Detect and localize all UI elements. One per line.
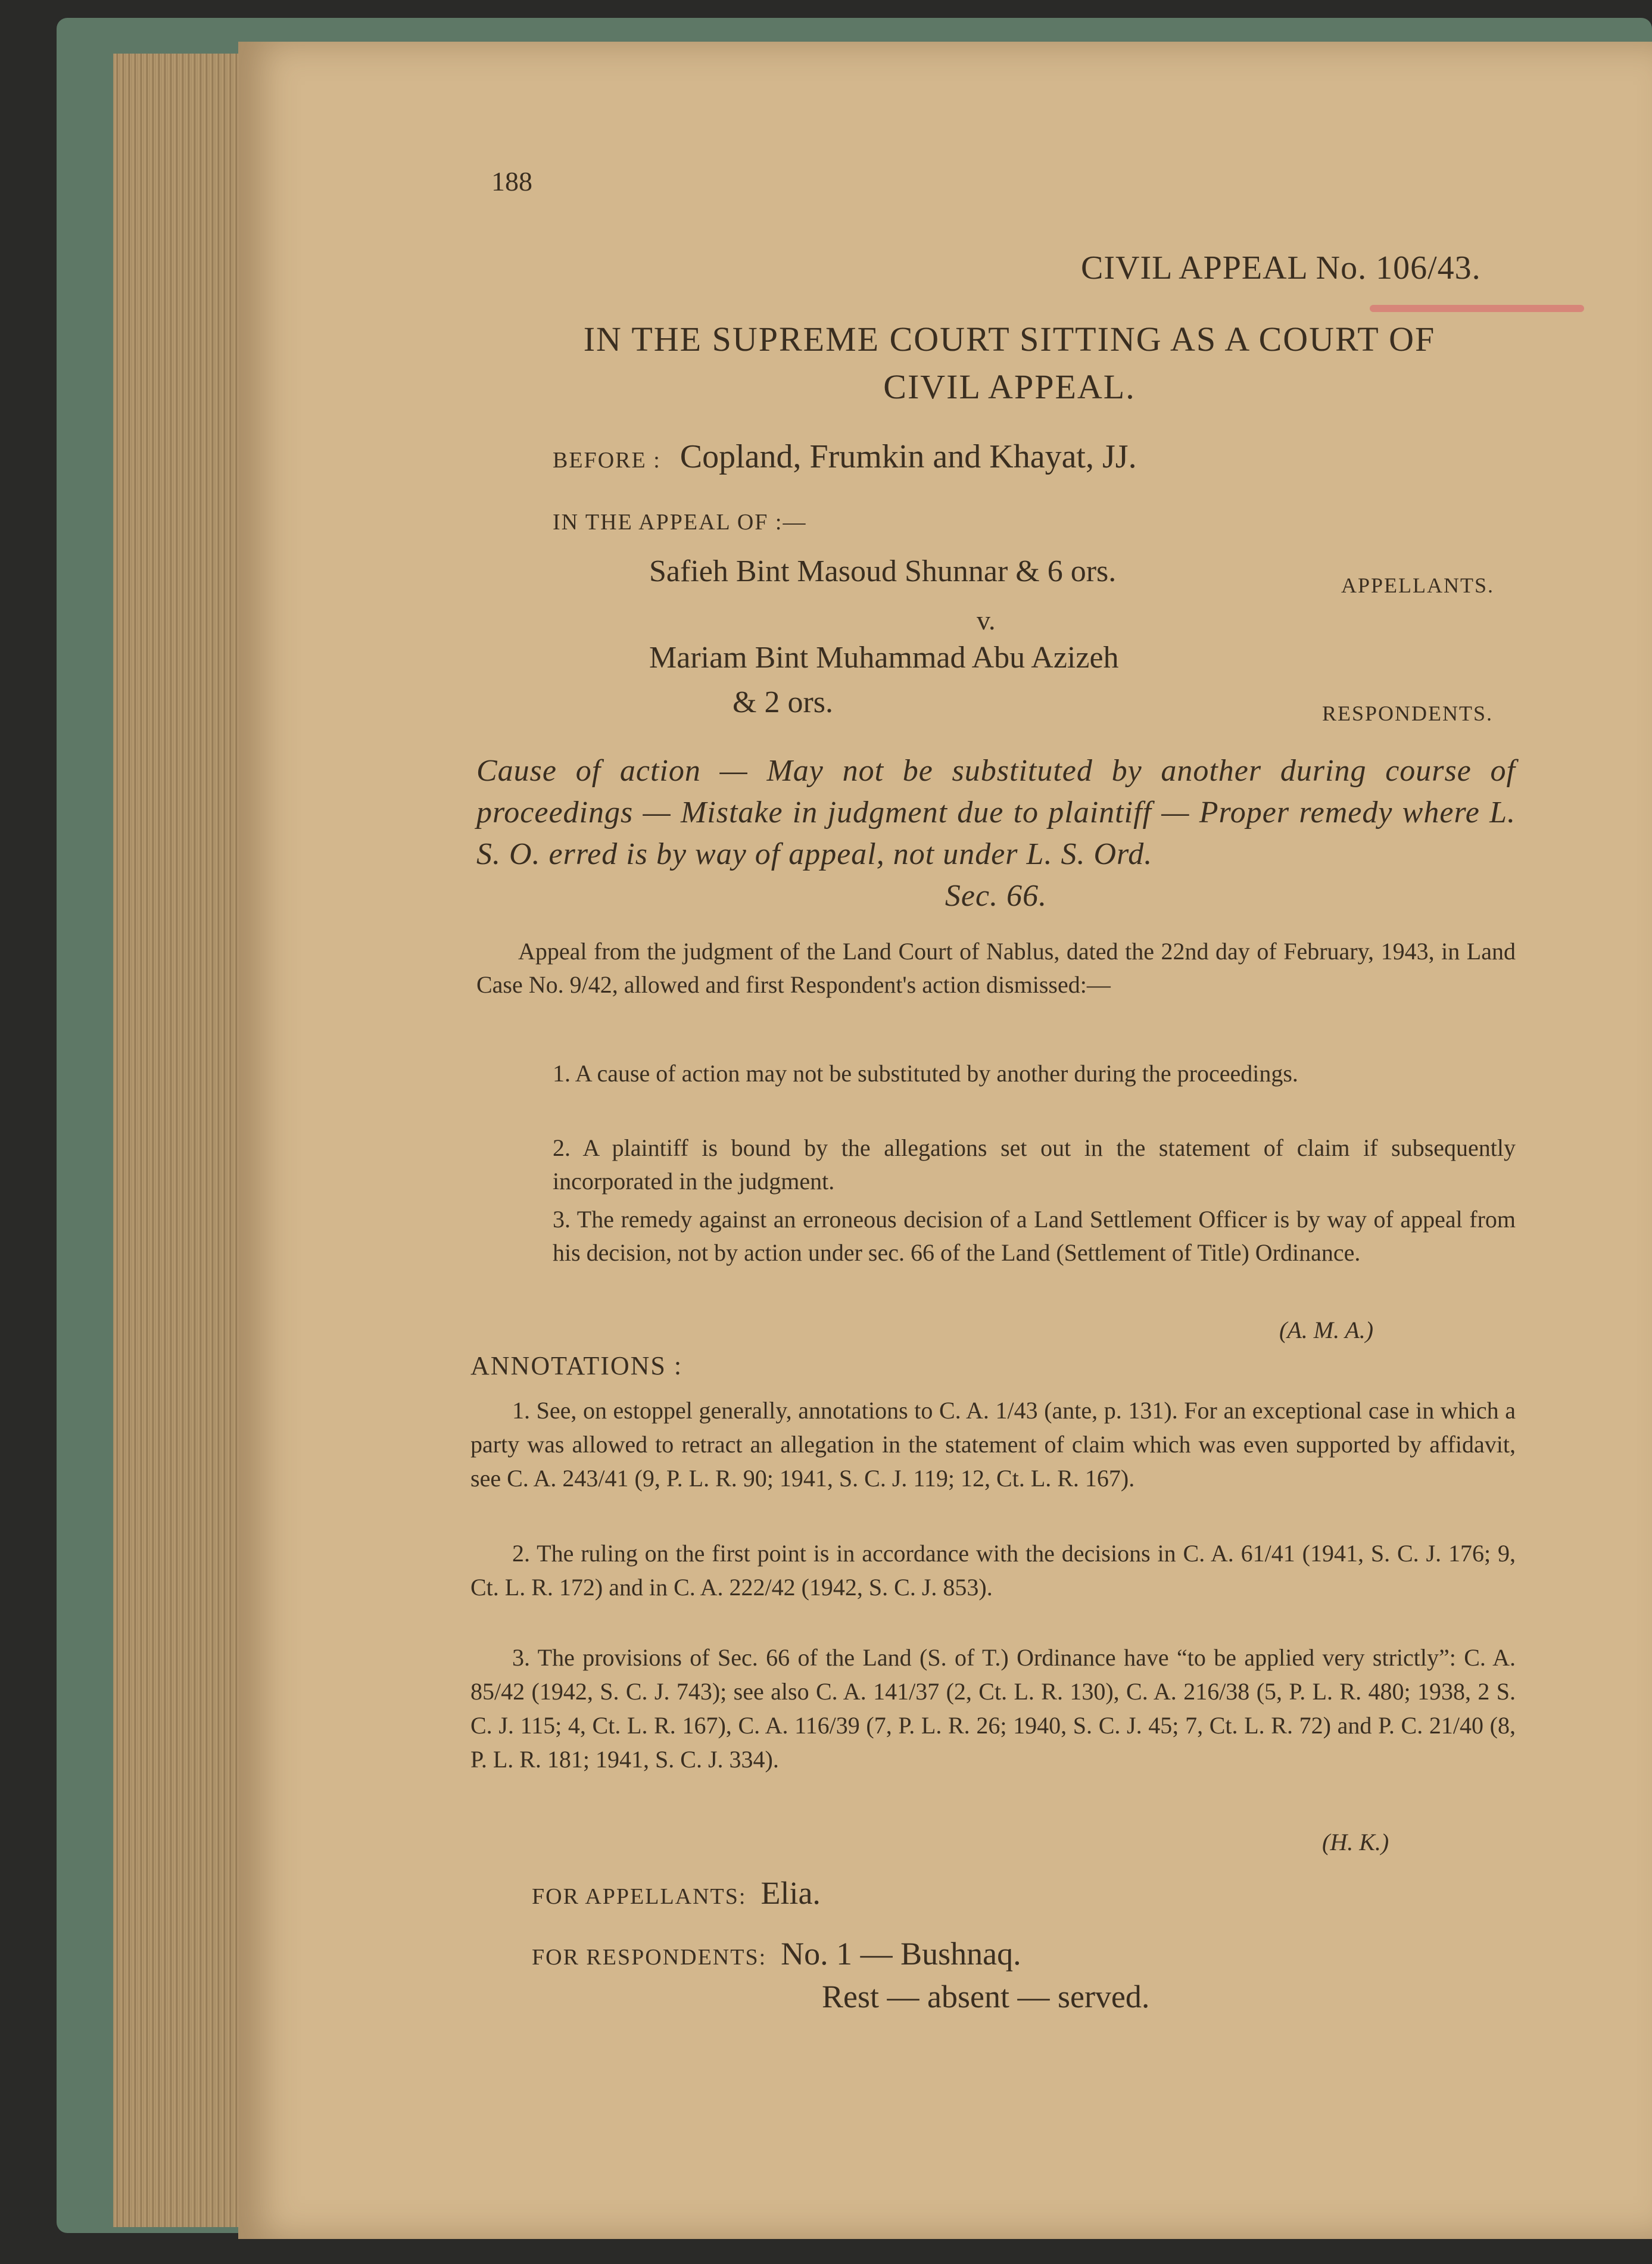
holding-2: 2. A plaintiff is bound by the allegations set out in the statement of claim if subsequently incorporated in the judgment. bbox=[553, 1134, 1516, 1195]
respondents-label: RESPONDENTS. bbox=[1322, 701, 1494, 725]
annotations-signature: (H. K.) bbox=[1322, 1829, 1389, 1856]
respondents-name-continued: & 2 ors. bbox=[733, 685, 833, 719]
counsel-respondents bbox=[532, 1935, 1021, 1972]
red-underline-mark bbox=[1370, 305, 1584, 312]
respondents-name: Mariam Bint Muhammad Abu Azizeh bbox=[649, 641, 1119, 675]
annotation-3: 3. The provisions of Sec. 66 of the Land (S. of T.) Ordinance have “to be applied very strictly”: C. A. 85/42 (1942, S. C. J. 743); see also C. A. 141/37 (2, Ct. L. R. 130), C. A. 216/38 (5, P. L. R. 480; 1938, 2 S. C. J. 115; 4, Ct. L. R. 167), C. A. 116/39 (7, P. L. R. 26; 1940, S. C. J. 45; 7, Ct. L. R. 72) and P. C. 21/40 (8, P. L. R. 181; 1941, S. C. J. 334). bbox=[470, 1644, 1516, 1773]
counsel-respondents-value: No. 1 — Bushnaq. bbox=[781, 1936, 1021, 1972]
court-title: IN THE SUPREME COURT SITTING AS A COURT OF CIVIL APPEAL. bbox=[583, 320, 1436, 406]
annotations-heading: ANNOTATIONS : bbox=[470, 1351, 683, 1380]
headnote-text: Cause of action — May not be substituted by another during course of proceedings — Mistake in judgment due to plaintiff — Proper remedy where L. S. O. erred is by way of appeal, not under L. S. Ord. bbox=[476, 754, 1516, 871]
annotation-1: 1. See, on estoppel generally, annotations to C. A. 1/43 (ante, p. 131). For an exceptional case in which a party was allowed to retract an allegation in the statement of claim which was even supported by affidavit, see C. A. 243/41 (9, P. L. R. 90; 1941, S. C. J. 119; 12, Ct. L. R. 167). bbox=[470, 1397, 1516, 1492]
appeal-intro: Appeal from the judgment of the Land Court of Nablus, dated the 22nd day of February, 1943, in Land Case No. 9/42, allowed and first Respondent's action dismissed:— bbox=[476, 938, 1516, 998]
holding-1: 1. A cause of action may not be substituted by another during the proceedings. bbox=[553, 1060, 1298, 1087]
page-number: 188 bbox=[491, 166, 532, 197]
appellants-name: Safieh Bint Masoud Shunnar & 6 ors. bbox=[649, 554, 1117, 588]
counsel-appellants-value: Elia. bbox=[760, 1875, 821, 1911]
headnote bbox=[476, 750, 1516, 917]
case-number: CIVIL APPEAL No. 106/43. bbox=[1081, 250, 1481, 286]
versus: v. bbox=[977, 605, 996, 635]
counsel-appellants bbox=[532, 1875, 821, 1911]
before-label: BEFORE : bbox=[553, 448, 661, 473]
counsel-respondents-rest: Rest — absent — served. bbox=[822, 1979, 1150, 2014]
appellants-label: APPELLANTS. bbox=[1341, 573, 1495, 597]
headnote-last-line: Sec. 66. bbox=[945, 879, 1048, 913]
before-row bbox=[553, 438, 1137, 476]
counsel-appellants-label: FOR APPELLANTS: bbox=[532, 1884, 747, 1909]
counsel-respondents-label: FOR RESPONDENTS: bbox=[532, 1945, 767, 1970]
appeal-of-label: IN THE APPEAL OF :— bbox=[553, 510, 807, 535]
judges: Copland, Frumkin and Khayat, JJ. bbox=[679, 438, 1137, 475]
annotation-2: 2. The ruling on the first point is in accordance with the decisions in C. A. 61/41 (1941, S. C. J. 176; 9, Ct. L. R. 172) and in C. A. 222/42 (1942, S. C. J. 853). bbox=[470, 1540, 1516, 1601]
holdings-signature: (A. M. A.) bbox=[1279, 1317, 1374, 1343]
holding-3: 3. The remedy against an erroneous decision of a Land Settlement Officer is by way of appeal from his decision, not by action under sec. 66 of the Land (Settlement of Title) Ordinance. bbox=[553, 1206, 1516, 1266]
